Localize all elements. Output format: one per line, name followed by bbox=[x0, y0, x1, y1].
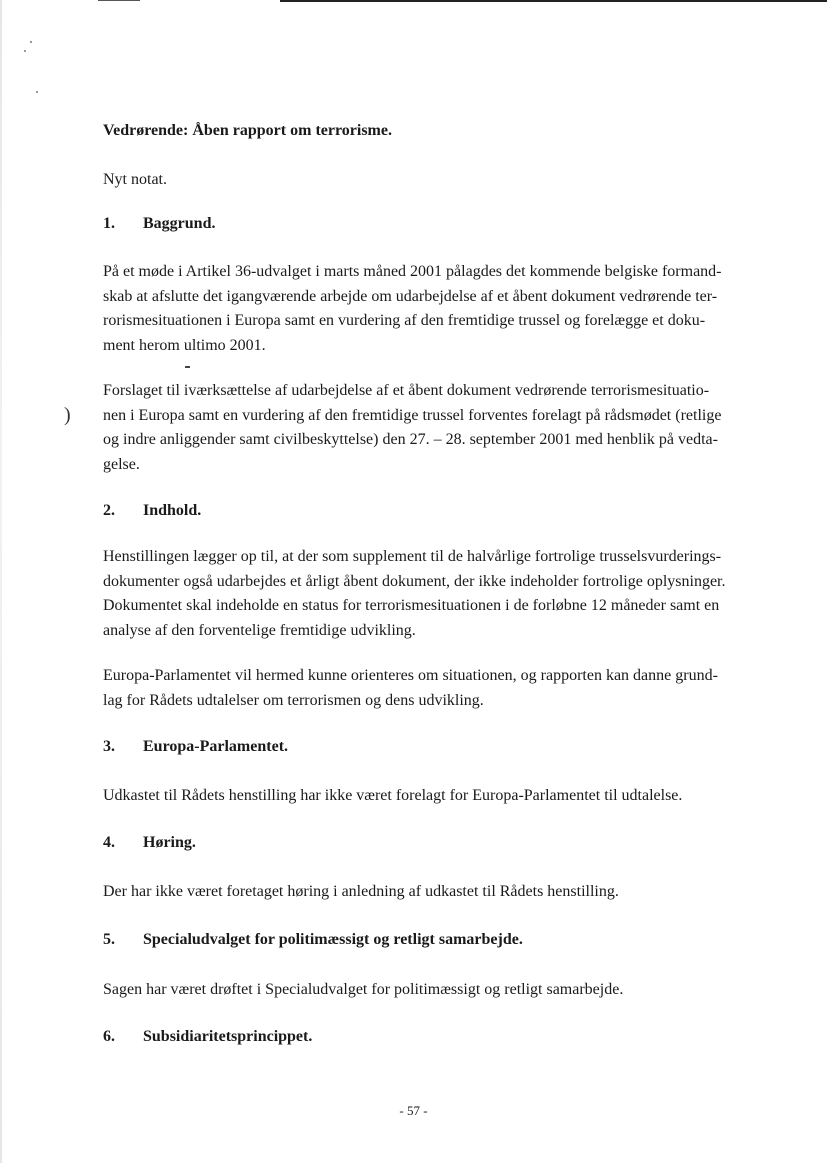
paragraph-line: Henstillingen lægger op til, at der som supplement til de halvårlige fortrolige trusselsvurderings- bbox=[103, 548, 722, 565]
document-title: Vedrørende: Åben rapport om terrorisme. bbox=[103, 122, 392, 139]
scan-mark: ) bbox=[64, 404, 71, 426]
paragraph-line: skab at afslutte det igangværende arbejde om udarbejdelse af et åbent dokument vedrørende ter- bbox=[103, 287, 718, 305]
section-number: 1. bbox=[103, 215, 115, 232]
section-number: 3. bbox=[103, 738, 115, 755]
section-title: Baggrund. bbox=[143, 215, 216, 232]
paragraph-line: gelse. bbox=[103, 455, 140, 473]
scan-speck bbox=[36, 91, 38, 93]
paragraph-line: På et møde i Artikel 36-udvalget i marts måned 2001 pålagdes det kommende belgiske formand- bbox=[103, 263, 722, 280]
scan-top-rule bbox=[280, 0, 827, 2]
section-heading bbox=[103, 215, 215, 233]
section-number: 2. bbox=[103, 502, 115, 519]
paragraph-line: Der har ikke været foretaget høring i anledning af udkastet til Rådets henstilling. bbox=[103, 883, 619, 900]
paragraph-line: Dokumentet skal indeholde en status for terrorismesituationen i de forløbne 12 måneder samt en bbox=[103, 597, 720, 614]
section-title: Indhold. bbox=[143, 502, 202, 519]
scan-mark bbox=[185, 366, 190, 368]
section-heading bbox=[103, 1028, 312, 1046]
scan-edge bbox=[0, 0, 2, 1163]
paragraph-line: analyse af den forventelige fremtidige udvikling. bbox=[103, 621, 416, 639]
scan-top-rule-short bbox=[98, 0, 140, 1]
section-heading bbox=[103, 931, 523, 949]
paragraph-line: nen i Europa samt en vurdering af den fremtidige trussel forventes forelagt på rådsmødet (retlige bbox=[103, 406, 722, 424]
paragraph-line: rorismesituationen i Europa samt en vurdering af den fremtidige trussel og forelægge et doku- bbox=[103, 312, 706, 329]
paragraph-line: lag for Rådets udtalelser om terrorismen og dens udvikling. bbox=[103, 691, 484, 709]
scan-speck bbox=[24, 50, 26, 52]
paragraph-line: Udkastet til Rådets henstilling har ikke været forelagt for Europa-Parlamentet til udtalelse. bbox=[103, 787, 683, 804]
section-title: Specialudvalget for politimæssigt og retligt samarbejde. bbox=[143, 931, 523, 948]
section-title: Høring. bbox=[143, 834, 196, 851]
paragraph-line: ment herom ultimo 2001. bbox=[103, 336, 266, 354]
paragraph-line: dokumenter også udarbejdes et årligt åbent dokument, der ikke indeholder fortrolige oplysninger. bbox=[103, 572, 726, 590]
section-number: 6. bbox=[103, 1028, 115, 1045]
section-number: 5. bbox=[103, 931, 115, 948]
page-number: - 57 - bbox=[399, 1103, 428, 1118]
section-number: 4. bbox=[103, 834, 115, 851]
paragraph-line: og indre anliggender samt civilbeskyttelse) den 27. – 28. september 2001 med henblik på vedta- bbox=[103, 431, 718, 448]
scan-speck bbox=[30, 41, 32, 43]
section-heading bbox=[103, 834, 196, 852]
paragraph-line: Europa-Parlamentet vil hermed kunne orienteres om situationen, og rapporten kan danne grund- bbox=[103, 667, 718, 684]
section-heading bbox=[103, 738, 288, 756]
paragraph-line: Forslaget til iværksættelse af udarbejdelse af et åbent dokument vedrørende terrorismesituatio- bbox=[103, 382, 710, 399]
section-title: Subsidiaritetsprincippet. bbox=[143, 1028, 313, 1045]
section-title: Europa-Parlamentet. bbox=[143, 738, 289, 755]
section-heading bbox=[103, 502, 201, 520]
document-subtitle: Nyt notat. bbox=[103, 171, 167, 188]
paragraph-line: Sagen har været drøftet i Specialudvalget for politimæssigt og retligt samarbejde. bbox=[103, 981, 624, 998]
